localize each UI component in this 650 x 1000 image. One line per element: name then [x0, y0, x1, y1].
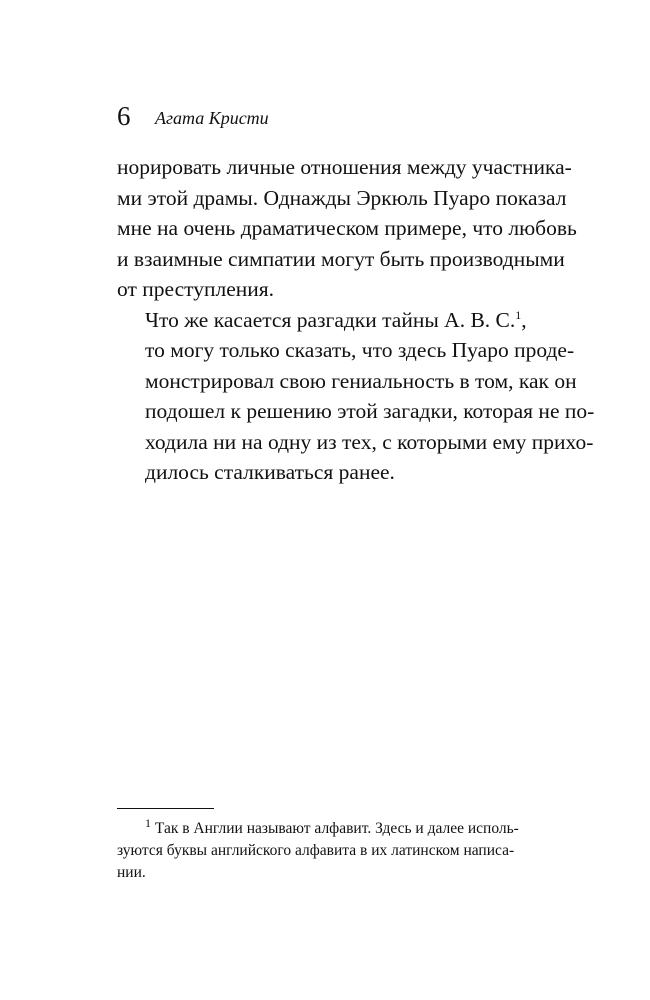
text-line: от преступления. [117, 277, 275, 301]
footnote-divider [117, 808, 214, 809]
running-title: Агата Кристи [155, 108, 269, 128]
text-line: мне на очень драматическом примере, что любовь [117, 216, 577, 240]
footnote-reference[interactable]: 1 [515, 307, 522, 322]
text-line: ми этой драмы. Однажды Эркюль Пуаро показал [117, 185, 567, 210]
page-number: 6 [117, 101, 131, 131]
text-line: подошел к решению этой загадки, которая не по- [145, 399, 595, 423]
text-line: норировать личные отношения между участника- [117, 155, 572, 179]
footnote-line: зуются буквы английского алфавита в их латинском написа- [117, 842, 515, 859]
paragraph-2 [117, 305, 595, 488]
text-line: ходила ни на одну из тех, с которыми ему прихо- [145, 429, 594, 454]
footnote [117, 815, 583, 884]
paragraph-2-first-line-tail: , [521, 307, 527, 332]
footnote-marker: 1 [145, 815, 151, 830]
footnote-line: нии. [117, 864, 146, 881]
text-line: и взаимные симпатии могут быть производными [117, 246, 565, 271]
footnote-line [117, 815, 583, 840]
paragraph-1 [117, 152, 583, 305]
footnote-line-text: Так в Англии называют алфавит. Здесь и далее исполь- [154, 820, 519, 837]
paragraph-2-first-line: Что же касается разгадки тайны А. B. C. [145, 307, 516, 332]
text-line: монстрировал свою гениальность в том, как он [145, 368, 577, 393]
body-text [117, 152, 595, 488]
text-line: то могу только сказать, что здесь Пуаро продe- [145, 338, 575, 362]
text-line: дилось сталкиваться ранее. [145, 460, 395, 484]
text-line [117, 305, 583, 336]
